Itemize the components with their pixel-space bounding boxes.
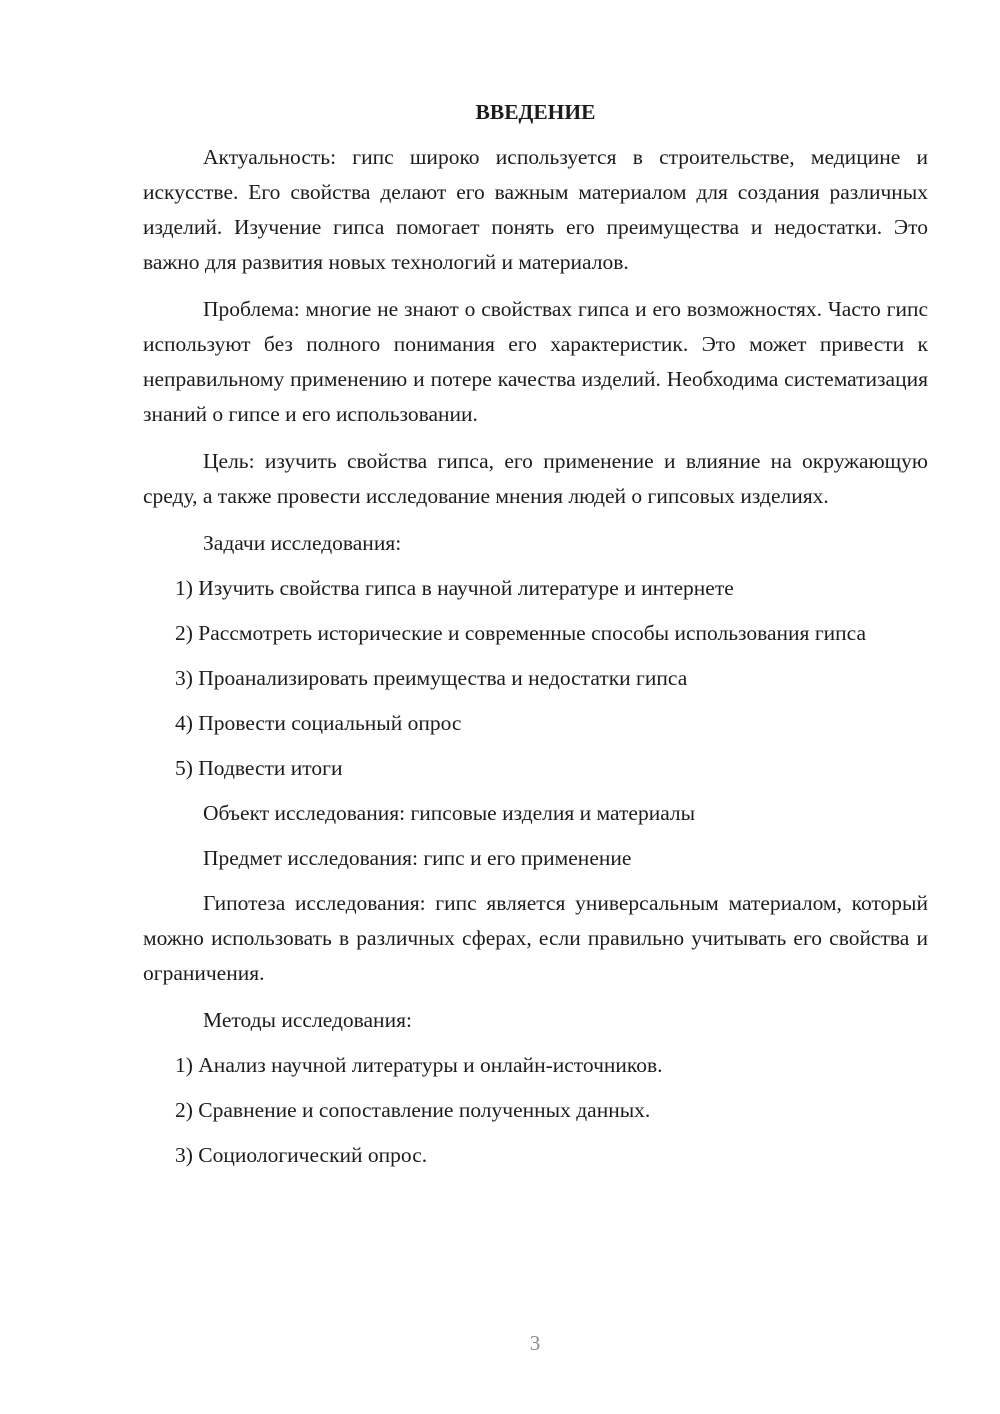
research-object: Объект исследования: гипсовые изделия и материалы [203, 801, 696, 825]
section-title: ВВЕДЕНИЕ [475, 100, 596, 124]
method-item: 1) Анализ научной литературы и онлайн-источников. [175, 1053, 663, 1077]
methods-label: Методы исследования: [203, 1008, 412, 1032]
problem-paragraph: Проблема: многие не знают о свойствах гипса и его возможностях. Часто гипс используют без полного понимания его характеристик. Это может привести к неправильному применению и потере качества изделий. Необходима систематизация знаний о гипсе и его использовании. [143, 297, 928, 426]
task-item: 2) Рассмотреть исторические и современные способы использования гипса [175, 621, 867, 645]
method-item: 2) Сравнение и сопоставление полученных данных. [175, 1098, 651, 1122]
task-item: 3) Проанализировать преимущества и недостатки гипса [175, 666, 688, 690]
tasks-label: Задачи исследования: [203, 531, 402, 555]
task-item: 1) Изучить свойства гипса в научной литературе и интернете [175, 576, 734, 600]
task-item: 4) Провести социальный опрос [175, 711, 462, 735]
hypothesis-paragraph: Гипотеза исследования: гипс является универсальным материалом, который можно использовать в различных сферах, если правильно учитывать его свойства и ограничения. [143, 891, 928, 985]
document-body [143, 96, 928, 1183]
page-number: 3 [529, 1331, 541, 1355]
relevance-paragraph: Актуальность: гипс широко используется в строительстве, медицине и искусстве. Его свойства делают его важным материалом для создания различных изделий. Изучение гипса помогает понять его преимущества и недостатки. Это важно для развития новых технологий и материалов. [143, 145, 928, 274]
task-item: 5) Подвести итоги [175, 756, 343, 780]
research-subject: Предмет исследования: гипс и его применение [203, 846, 632, 870]
method-item: 3) Социологический опрос. [175, 1143, 428, 1167]
goal-paragraph: Цель: изучить свойства гипса, его применение и влияние на окружающую среду, а также провести исследование мнения людей о гипсовых изделиях. [143, 449, 928, 508]
